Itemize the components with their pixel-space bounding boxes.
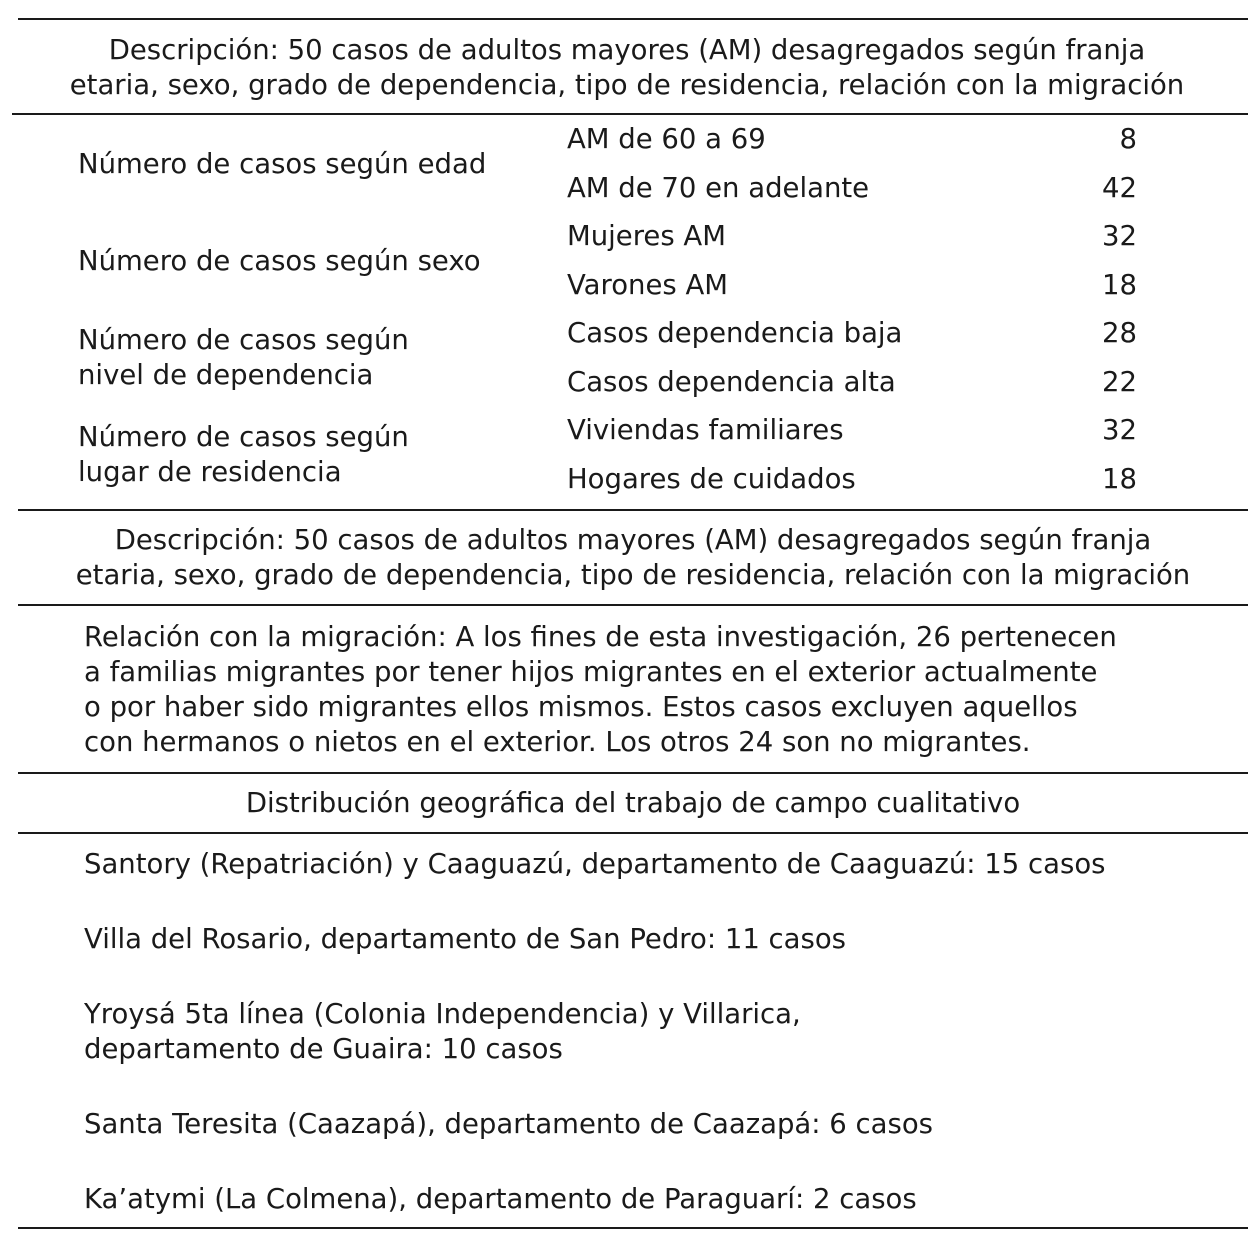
row-label-hogares-cuidados: Hogares de cuidados: [567, 463, 856, 495]
row-label-varones: Varones AM: [567, 269, 729, 301]
row-label-am-60-69: AM de 60 a 69: [567, 123, 766, 155]
category-dependencia: [78, 323, 518, 393]
row-label-viviendas-familiares: Viviendas familiares: [567, 414, 844, 446]
row-value-viviendas-familiares: 32: [1102, 414, 1137, 446]
category-sexo: Número de casos según sexo: [78, 245, 481, 277]
description-header-1: [12, 33, 1242, 103]
location-item-guaira: [84, 997, 1204, 1067]
row-value-varones: 18: [1102, 269, 1137, 301]
row-value-dependencia-alta: 22: [1102, 366, 1137, 398]
description-header-2-line-2: etaria, sexo, grado de dependencia, tipo de residencia, relación con la migración: [75, 559, 1191, 591]
migration-line-1: Relación con la migración: A los fines de esta investigación, 26 pertenecen: [84, 621, 1117, 653]
migration-paragraph: [84, 620, 1204, 760]
location-caaguazu-line-1: Santory (Repatriación) y Caaguazú, departamento de Caaguazú: 15 casos: [84, 848, 1106, 880]
location-guaira-line-1: Yroysá 5ta línea (Colonia Independencia) y Villarica,: [84, 998, 801, 1030]
category-edad: Número de casos según edad: [78, 148, 487, 180]
rule-after-migration: [18, 772, 1248, 774]
location-paraguari-line-1: Ka’atymi (La Colmena), departamento de Paraguarí: 2 casos: [84, 1183, 917, 1215]
category-dependencia-line-1: Número de casos según: [78, 324, 409, 356]
description-header-2: [18, 523, 1248, 593]
row-value-mujeres: 32: [1102, 220, 1137, 252]
category-dependencia-line-2: nivel de dependencia: [78, 359, 374, 391]
migration-line-4: con hermanos o nietos en el exterior. Los otros 24 son no migrantes.: [84, 726, 1031, 758]
migration-line-2: a familias migrantes por tener hijos migrantes en el exterior actualmente: [84, 656, 1098, 688]
rule-after-header-1: [12, 113, 1248, 115]
description-header-2-line-1: Descripción: 50 casos de adultos mayores (AM) desagregados según franja: [114, 524, 1152, 556]
row-value-am-60-69: 8: [1119, 123, 1137, 155]
location-item-caazapa: [84, 1107, 1204, 1142]
category-residencia-line-2: lugar de residencia: [78, 456, 342, 488]
location-caazapa-line-1: Santa Teresita (Caazapá), departamento de Caazapá: 6 casos: [84, 1108, 933, 1140]
row-value-dependencia-baja: 28: [1102, 317, 1137, 349]
description-header-1-line-1: Descripción: 50 casos de adultos mayores (AM) desagregados según franja: [108, 34, 1146, 66]
category-residencia-line-1: Número de casos según: [78, 421, 409, 453]
rule-after-geo-header: [18, 832, 1248, 834]
row-label-dependencia-baja: Casos dependencia baja: [567, 317, 903, 349]
rule-after-header-2: [18, 604, 1248, 606]
row-label-dependencia-alta: Casos dependencia alta: [567, 366, 896, 398]
rule-bottom: [18, 1227, 1248, 1229]
migration-line-3: o por haber sido migrantes ellos mismos. Estos casos excluyen aquellos: [84, 691, 1078, 723]
location-guaira-line-2: departamento de Guaira: 10 casos: [84, 1033, 563, 1065]
geo-header: Distribución geográfica del trabajo de campo cualitativo: [245, 787, 1021, 819]
location-item-san-pedro: [84, 922, 1204, 957]
location-item-caaguazu: [84, 847, 1204, 882]
description-header-1-line-2: etaria, sexo, grado de dependencia, tipo de residencia, relación con la migración: [69, 69, 1185, 101]
row-label-am-70-plus: AM de 70 en adelante: [567, 172, 870, 204]
row-value-am-70-plus: 42: [1102, 172, 1137, 204]
category-residencia: [78, 420, 518, 490]
rule-after-counts: [18, 509, 1248, 511]
row-value-hogares-cuidados: 18: [1102, 463, 1137, 495]
location-item-paraguari: [84, 1182, 1204, 1217]
row-label-mujeres: Mujeres AM: [567, 220, 726, 252]
location-san-pedro-line-1: Villa del Rosario, departamento de San Pedro: 11 casos: [84, 923, 847, 955]
rule-top: [18, 18, 1248, 20]
